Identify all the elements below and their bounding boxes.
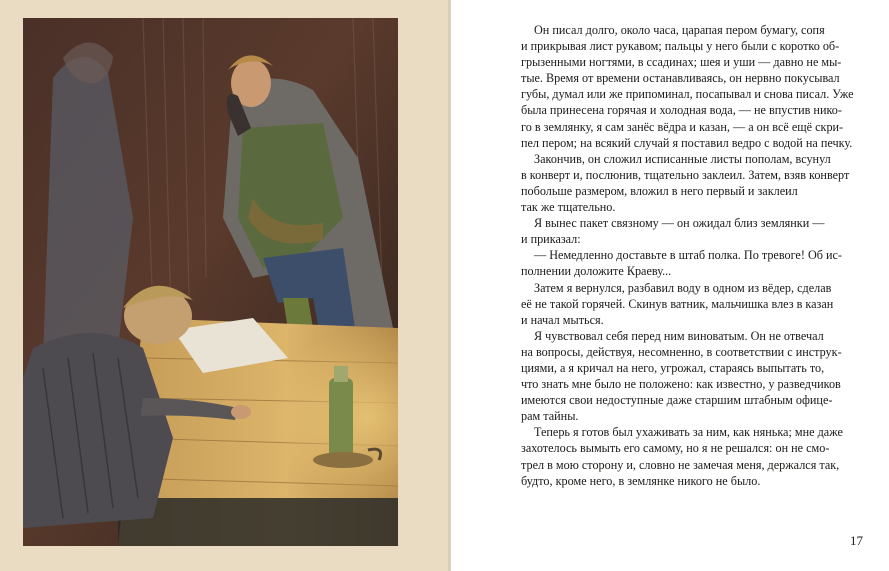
text-line: и прикрывая лист рукавом; пальцы у него были с коротко об- — [521, 39, 840, 54]
text-line: и начал мыться. — [521, 312, 604, 327]
text-line: Он писал долго, около часа, царапая пером бумагу, сопя — [534, 23, 825, 37]
text-line: полнении доложите Краеву... — [521, 264, 672, 279]
text-line: побольше размером, вложил в него первый и заклеил — [521, 183, 798, 198]
right-page — [451, 0, 889, 571]
text-line: Я вынес пакет связному — он ожидал близ землянки — — [534, 216, 825, 231]
text-line: Закончив, он сложил исписанные листы пополам, всунул — [534, 151, 831, 166]
text-line: захотелось вымыть его самому, но я не решался: он не смо- — [521, 441, 830, 456]
paragraph-6 — [507, 328, 863, 425]
paragraph-5 — [507, 280, 863, 328]
text-line: что знать мне было не положено: как известно, у разведчиков — [521, 377, 841, 392]
paragraph-3 — [507, 215, 863, 247]
text-line: — Немедленно доставьте в штаб полка. По тревоге! Об ис- — [534, 248, 842, 263]
paragraph-2 — [507, 151, 863, 215]
text-line: тые. Время от времени останавливаясь, он нервно покусывал — [521, 71, 840, 86]
illustration — [23, 18, 398, 546]
text-line: грызенными ногтями, в ссадинах; шея и уши — давно не мы- — [521, 55, 842, 70]
text-line: была принесена горячая и холодная вода, — не впустив нико- — [521, 103, 842, 118]
text-line: пел пером; на всякий случай я поставил ведро с водой на печку. — [521, 135, 853, 150]
illustration-drawing — [23, 18, 398, 546]
text-line: имеются свои недоступные даже старшим штабным офице- — [521, 393, 833, 408]
text-line: в конверт и, послюнив, тщательно заклеил. Затем, взяв конверт — [521, 167, 850, 182]
text-line: Затем я вернулся, разбавил воду в одном из вёдер, сделав — [534, 280, 832, 295]
text-line: Теперь я готов был ухаживать за ним, как нянька; мне даже — [534, 425, 843, 440]
paragraph-1 — [507, 22, 863, 151]
text-line: губы, думал или же припоминал, посапывал и снова писал. Уже — [521, 87, 854, 102]
text-line: её не такой горячей. Скинув ватник, мальчишка влез в казан — [521, 296, 834, 311]
page-number: 17 — [850, 533, 863, 548]
paragraph-7 — [507, 424, 863, 488]
text-line: и приказал: — [521, 232, 581, 247]
text-line: трел в мою сторону и, словно не замечая меня, держался так, — [521, 457, 840, 472]
body-text — [507, 22, 863, 489]
text-line: на вопросы, действуя, несомненно, в соответствии с инструк- — [521, 344, 842, 359]
text-line: го в землянку, я сам занёс вёдра и казан, — а он всё ещё скри- — [521, 119, 844, 134]
text-line: циями, а я кричал на него, угрожал, стараясь выпытать то, — [521, 360, 825, 375]
text-line: рам тайны. — [521, 409, 579, 424]
text-line: будто, кроме него, в землянке никого не было. — [521, 473, 761, 488]
text-line: Я чувствовал себя перед ним виноватым. Он не отвечал — [534, 328, 824, 343]
paragraph-4 — [507, 247, 863, 279]
text-line: так же тщательно. — [521, 200, 616, 215]
